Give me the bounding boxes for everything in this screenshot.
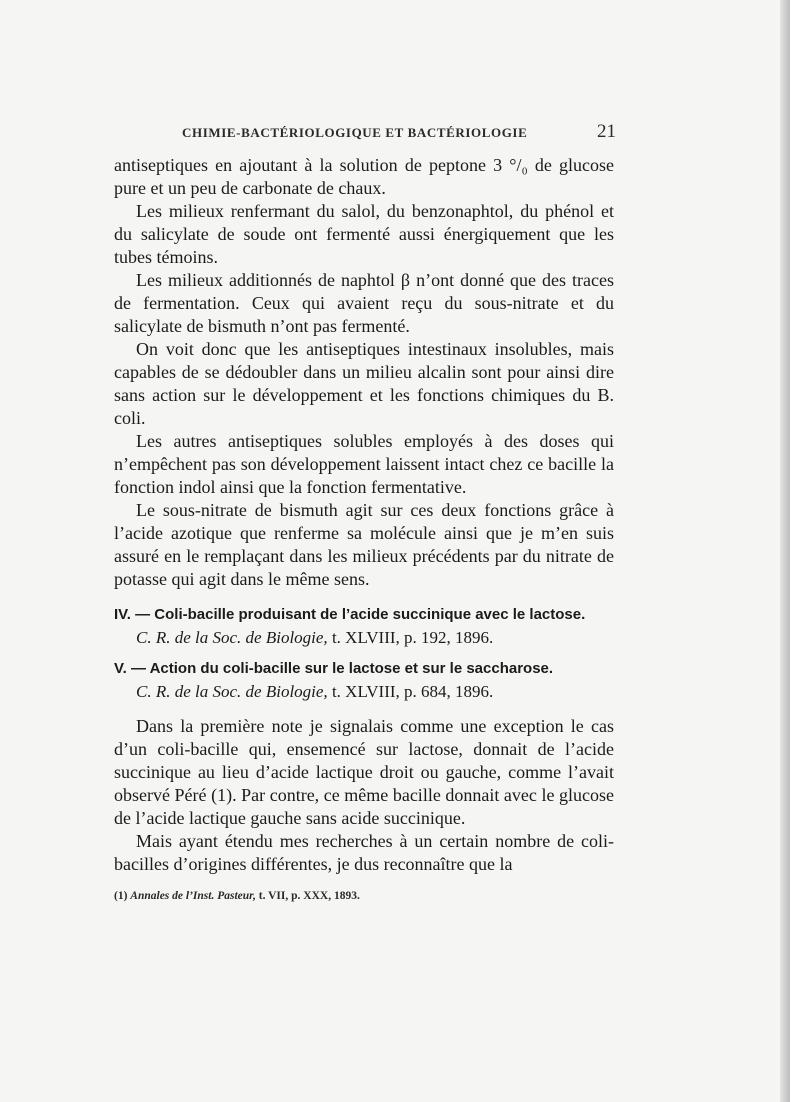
paragraph: antiseptiques en ajoutant à la solution de peptone 3 °/₀ de glucose pure et un peu de carbonate de chaux. [114,155,614,198]
footnote [114,890,614,902]
body-text [114,154,614,876]
citation-source: C. R. de la Soc. de Biologie, [136,682,328,701]
reference-citation [136,680,614,703]
reference-citation [136,626,614,649]
citation-source: C. R. de la Soc. de Biologie, [136,628,328,647]
paragraph: Les milieux renfermant du salol, du benzonaphtol, du phénol et du salicylate de soude ont fermenté aussi énergiquement que les tubes témoins. [114,201,614,267]
running-head-title: CHIMIE-BACTÉRIOLOGIQUE ET BACTÉRIOLOGIE [182,125,528,140]
footnote-marker: (1) [114,890,131,902]
paragraph: Les autres antiseptiques solubles employés à des doses qui n’empêchent pas son développement laissent intact chez ce bacille la fonction indol ainsi que la fonction fermentative. [114,431,614,497]
paragraph: Les milieux additionnés de naphtol β n’ont donné que des traces de fermentation. Ceux qui avaient reçu du sous-nitrate et du salicylate de bismuth n’ont pas fermenté. [114,270,614,336]
running-head [182,121,616,143]
footnote-details: t. VII, p. XXX, 1893. [255,890,360,902]
footnote-source: Annales de l’Inst. Pasteur, [130,890,256,902]
paragraph: On voit donc que les antiseptiques intestinaux insolubles, mais capables de se dédoubler dans un milieu alcalin sont pour ainsi dire sans action sur le développement et les fonctions chimiques du B. coli. [114,339,614,428]
reference-entry [114,657,614,703]
citation-details: t. XLVIII, p. 192, 1896. [327,628,494,647]
reference-entry [114,603,614,649]
page-number: 21 [597,121,616,142]
paragraph: Le sous-nitrate de bismuth agit sur ces deux fonctions grâce à l’acide azotique que renferme sa molécule ainsi que je m’en suis assuré en le remplaçant dans les milieux précédents par du nitrate de potasse qui agit dans le même sens. [114,500,614,589]
page-edge-shadow [780,0,790,1102]
reference-title: IV. — Coli-bacille produisant de l’acide succinique avec le lactose. [114,606,586,623]
reference-title: V. — Action du coli-bacille sur le lactose et sur le saccharose. [114,660,554,677]
paragraph: Mais ayant étendu mes recherches à un certain nombre de coli-bacilles d’origines différentes, je dus reconnaître que la [114,831,614,874]
paragraph: Dans la première note je signalais comme une exception le cas d’un coli-bacille qui, ensemencé sur lactose, donnait de l’acide succinique au lieu d’acide lactique droit ou gauche, comme l’avait observé Péré (1). Par contre, ce même bacille donnait avec le glucose de l’acide lactique gauche sans acide succinique. [114,716,614,828]
citation-details: t. XLVIII, p. 684, 1896. [327,682,494,701]
